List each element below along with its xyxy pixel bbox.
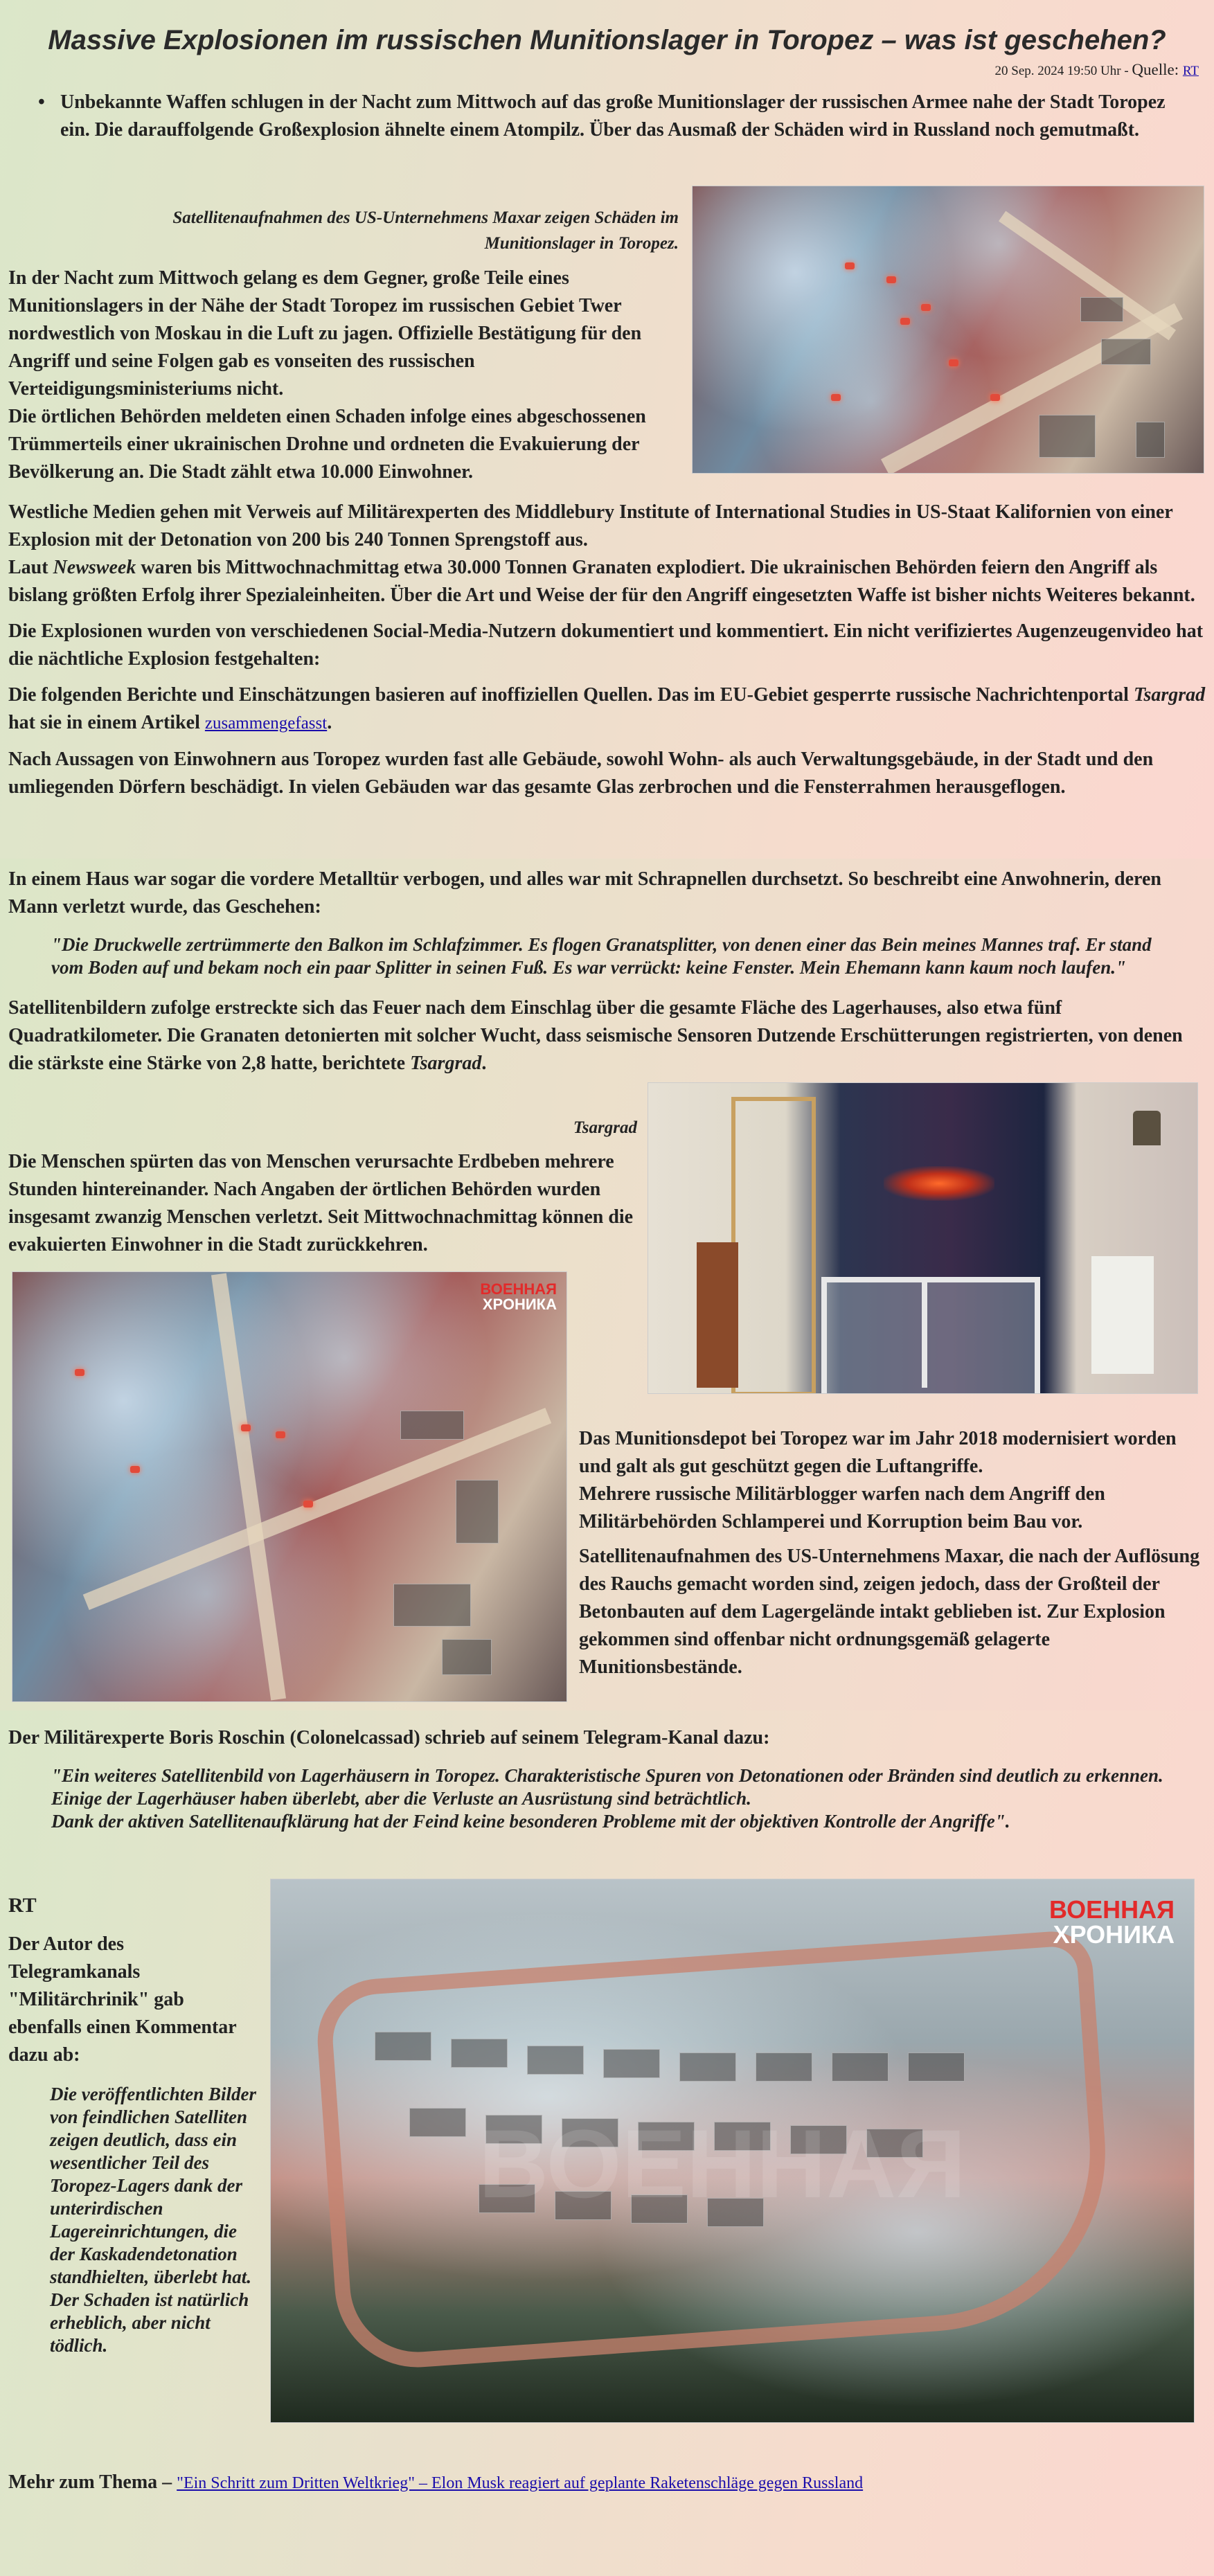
- watermark: [1049, 1897, 1175, 1947]
- quote-2: [51, 1764, 1164, 1833]
- fire-spot: [276, 1431, 285, 1438]
- text-run: waren bis Mittwochnachmittag etwa 30.000 Tonnen Granaten explodiert. Die ukrainischen Behörden feiern den Angriff als bislang größten Erfolg ihrer Spezialeinheiten. Über die Art und Weise der für den Angriff eingesetzten Waffe ist bisher nichts Weiteres bekannt.: [8, 557, 1195, 606]
- paragraph: Das Munitionsdepot bei Toropez war im Jahr 2018 modernisiert worden und galt als gut geschützt gegen die Luftangriffe.: [579, 1428, 1177, 1477]
- col-left-2: [8, 1148, 639, 1259]
- text-run: .: [327, 712, 332, 733]
- page-title: Massive Explosionen im russischen Munitionslager in Toropez – was ist geschehen?: [48, 25, 1166, 55]
- paragraph: Westliche Medien gehen mit Verweis auf Militärexperten des Middlebury Institute of International Studies in US-Staat Kalifornien von einer Explosion mit der Detonation von 200 bis 240 Tonnen Sprengstoff aus.: [8, 501, 1173, 551]
- caption-1: Satellitenaufnahmen des US-Unternehmens Maxar zeigen Schäden im Munitionslager in Toropez.: [172, 208, 679, 253]
- fire-spot: [130, 1466, 140, 1473]
- building: [451, 2039, 508, 2068]
- related-article-link[interactable]: "Ein Schritt zum Dritten Weltkrieg" – Elon Musk reagiert auf geplante Raketenschläge gegen Russland: [177, 2474, 864, 2492]
- fire-spot: [900, 318, 910, 325]
- fire-spot: [303, 1501, 313, 1508]
- paragraph: Der Militärexperte Boris Roschin (Colonelcassad) schrieb auf seinem Telegram-Kanal dazu:: [8, 1727, 770, 1748]
- text-run: Laut: [8, 557, 53, 578]
- window-divider: [922, 1277, 927, 1388]
- summary-link[interactable]: zusammengefasst: [204, 714, 328, 733]
- road: [211, 1273, 286, 1700]
- article-section-3: [0, 1710, 1214, 2576]
- quote-3: Die veröffentlichten Bilder von feindlichen Satelliten zeigen deutlich, dass ein wesentlicher Teil des Toropez-Lagers dank der unterirdischen Lagereinrichtungen, die der Kaskadendetonation standhielten, überlebt hat. Der Schaden ist natürlich erheblich, aber nicht tödlich.: [50, 2084, 256, 2356]
- building: [393, 1584, 471, 1627]
- text-run: .: [481, 1053, 487, 1074]
- building: [832, 2052, 889, 2082]
- paragraph: [8, 994, 1206, 1077]
- wall-lamp: [1133, 1111, 1161, 1145]
- fire-spot: [845, 262, 855, 269]
- building: [603, 2049, 660, 2078]
- faint-watermark: ВОЕННАЯ: [479, 2109, 966, 2218]
- tsargrad-em: Tsargrad: [1133, 684, 1206, 706]
- newsweek-em: Newsweek: [53, 557, 136, 578]
- col-full-2: [8, 866, 1206, 1077]
- satellite-image-2: [12, 1271, 567, 1702]
- fire-spot: [886, 276, 896, 283]
- building: [527, 2046, 584, 2075]
- building: [442, 1639, 492, 1675]
- source-label: Quelle:: [1132, 61, 1183, 78]
- article-section-2: [0, 859, 1214, 1710]
- building: [400, 1411, 464, 1440]
- watermark-line-2: ХРОНИКА: [1053, 1920, 1175, 1949]
- building: [409, 2108, 466, 2137]
- building: [679, 2052, 736, 2082]
- intro-bullet: [38, 89, 1178, 144]
- article-date: 20 Sep. 2024 19:50 Uhr -: [994, 64, 1132, 78]
- article-meta: [8, 61, 1206, 80]
- bullet-icon: •: [38, 91, 45, 113]
- paragraph: Die Menschen spürten das von Menschen verursachte Erdbeben mehrere Stunden hintereinander. Nach Angaben der örtlichen Behörden wurden insgesamt zwanzig Menschen verletzt. Seit Mittwochnachmittag können die evakuierten Einwohner in die Stadt zurückkehren.: [8, 1151, 634, 1255]
- source-link[interactable]: RT: [1182, 64, 1199, 78]
- building: [375, 2032, 431, 2061]
- watermark: [480, 1282, 557, 1312]
- paragraph: [8, 554, 1206, 609]
- building: [1039, 415, 1096, 458]
- paragraph: [8, 681, 1206, 737]
- col-left-3: [8, 1892, 258, 2357]
- quote-1: "Die Druckwelle zertrümmerte den Balkon im Schlafzimmer. Es flogen Granatsplitter, von denen einer das Bein meines Mannes traf. Er stand vom Boden auf und bekam noch ein paar Splitter in seinen Fuß. Es war verrückt: keine Fenster. Mein Ehemann kann kaum noch laufen.": [51, 934, 1152, 978]
- building: [908, 2052, 965, 2082]
- paragraph: In der Nacht zum Mittwoch gelang es dem Gegner, große Teile eines Munitionslagers in der Nähe der Stadt Toropez im russischen Gebiet Twer nordwestlich von Moskau in die Luft zu jagen. Offizielle Bestätigung für den Angriff und seine Folgen gab es vonseiten des russischen Verteidigungsministeriums nicht.: [8, 267, 642, 400]
- building: [756, 2052, 812, 2082]
- fire-glow: [884, 1166, 994, 1201]
- text-run: hat sie in einem Artikel: [8, 712, 205, 733]
- fire-spot: [831, 394, 841, 401]
- intro-list: [8, 89, 1206, 144]
- broken-window-frame: [821, 1277, 1040, 1394]
- watermark-line-1: ВОЕННАЯ: [1049, 1895, 1175, 1924]
- satellite-image-1: [692, 186, 1204, 474]
- paragraph: Die Explosionen wurden von verschiedenen Social-Media-Nutzern dokumentiert und kommentiert. Ein nicht verifiziertes Augenzeugenvideo hat die nächtliche Explosion festgehalten:: [8, 620, 1204, 670]
- paragraph: Die örtlichen Behörden meldeten einen Schaden infolge eines abgeschossenen Trümmerteils einer ukrainischen Drohne und ordneten die Evakuierung der Bevölkerung an. Die Stadt zählt etwa 10.000 Einwohner.: [8, 406, 646, 483]
- fire-spot: [990, 394, 1000, 401]
- col-left-1: [8, 265, 684, 486]
- paragraph: Der Autor des Telegramkanals "Militärchrinik" gab ebenfalls einen Kommentar dazu ab:: [8, 1933, 237, 2066]
- fridge: [1091, 1256, 1154, 1374]
- paragraph: Nach Aussagen von Einwohnern aus Toropez wurden fast alle Gebäude, sowohl Wohn- als auch Verwaltungsgebäude, in der Stadt und den umliegenden Dörfern beschädigt. In vielen Gebäuden war das gesamte Glas zerbrochen und die Fensterrahmen herausgeflogen.: [8, 749, 1154, 798]
- doorway: [731, 1097, 816, 1394]
- watermark-line-1: ВОЕННАЯ: [480, 1280, 557, 1298]
- more-on-topic: [8, 2469, 1206, 2497]
- more-label: Mehr zum Thema –: [8, 2471, 177, 2493]
- quote-2-part-1: "Ein weiteres Satellitenbild von Lagerhäusern in Toropez. Charakteristische Spuren von Detonationen oder Bränden sind deutlich zu erkennen. Einige der Lagerhäuser haben überlebt, aber die Verluste an Ausrüstung sind beträchtlich.: [51, 1765, 1163, 1809]
- caption-2: Tsargrad: [573, 1118, 637, 1137]
- damaged-room-photo: [648, 1082, 1198, 1394]
- article-section-1: [0, 0, 1214, 859]
- fire-spot: [75, 1369, 84, 1376]
- fire-spot: [921, 304, 931, 311]
- col-right-2: [579, 1425, 1206, 1681]
- building: [1080, 297, 1123, 322]
- fire-spot: [241, 1424, 251, 1431]
- quote-2-part-2: Dank der aktiven Satellitenaufklärung hat der Feind keine besonderen Probleme mit der objektiven Kontrolle der Angriffe".: [51, 1811, 1010, 1832]
- fire-spot: [949, 359, 958, 366]
- building: [1101, 339, 1151, 365]
- paragraph: Satellitenaufnahmen des US-Unternehmens Maxar, die nach der Auflösung des Rauchs gemacht worden sind, zeigen jedoch, dass der Großteil der Betonbauten auf dem Lagergelände intakt geblieben ist. Zur Explosion gekommen sind offenbar nicht ordnungsgemäß gelagerte Munitionsbestände.: [579, 1546, 1200, 1678]
- building: [456, 1480, 499, 1544]
- col-full-3: [8, 1724, 1206, 1833]
- satellite-image-3: [270, 1879, 1195, 2423]
- rt-label: RT: [8, 1894, 37, 1917]
- shelf: [697, 1242, 738, 1388]
- intro-text: Unbekannte Waffen schlugen in der Nacht zum Mittwoch auf das große Munitionslager der russischen Armee nahe der Stadt Toropez ein. Die darauffolgende Großexplosion ähnelte einem Atompilz. Über das Ausmaß der Schäden wird in Russland noch gemutmaßt.: [60, 91, 1166, 141]
- col-full-1: [8, 499, 1206, 801]
- building: [1136, 422, 1165, 458]
- tsargrad-em: Tsargrad: [410, 1053, 482, 1074]
- watermark-line-2: ХРОНИКА: [482, 1296, 557, 1313]
- text-run: Satellitenbildern zufolge erstreckte sich das Feuer nach dem Einschlag über die gesamte Fläche des Lagerhauses, also etwa fünf Quadratkilometer. Die Granaten detonierten mit solcher Wucht, dass seismische Sensoren Dutzende Erschütterungen registrierten, von denen die stärkste eine Stärke von 2,8 hatte, berichtete: [8, 997, 1183, 1074]
- paragraph: Mehrere russische Militärblogger warfen nach dem Angriff den Militärbehörden Schlamperei und Korruption beim Bau vor.: [579, 1483, 1105, 1532]
- paragraph: In einem Haus war sogar die vordere Metalltür verbogen, und alles war mit Schrapnellen durchsetzt. So beschreibt eine Anwohnerin, deren Mann verletzt wurde, das Geschehen:: [8, 868, 1161, 918]
- text-run: Die folgenden Berichte und Einschätzungen basieren auf inoffiziellen Quellen. Das im EU-Gebiet gesperrte russische Nachrichtenportal: [8, 684, 1134, 706]
